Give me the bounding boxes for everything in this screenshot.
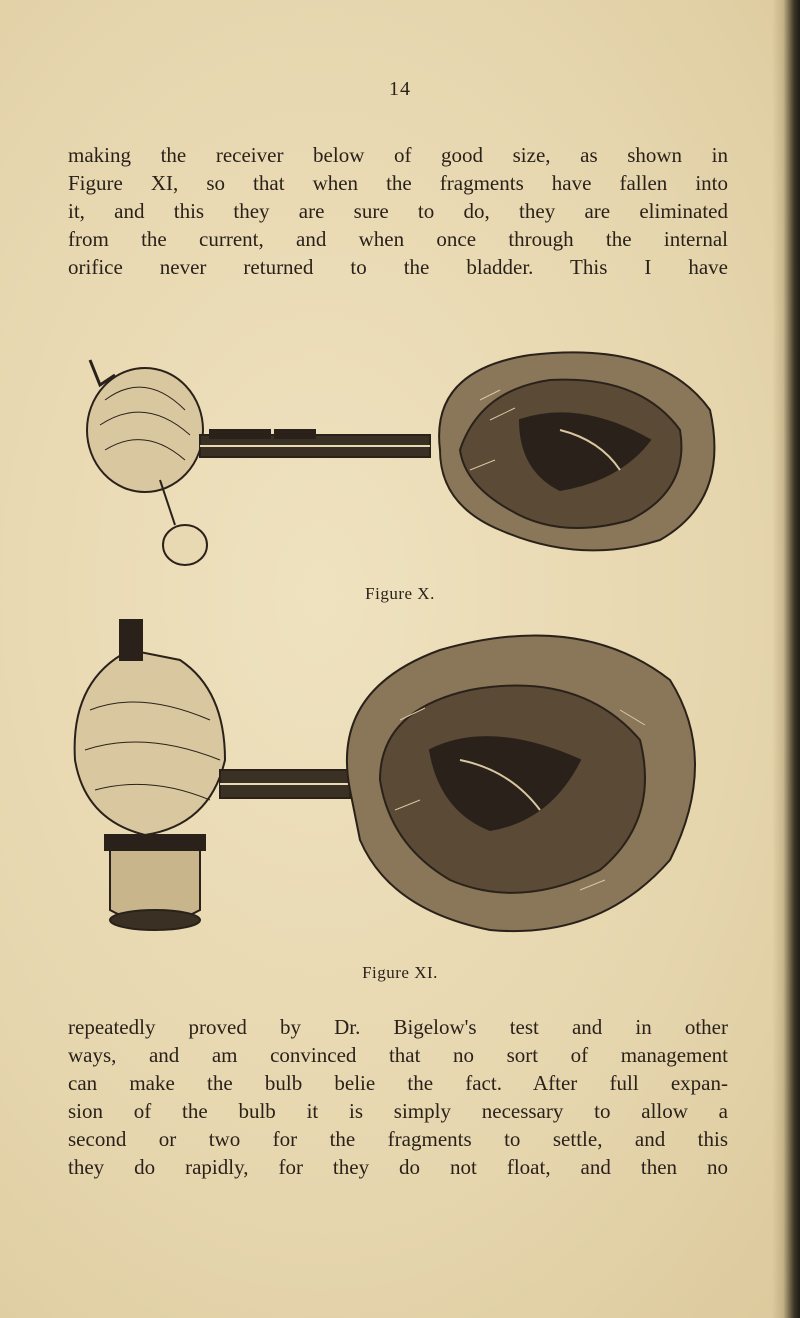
text-line: Figure XI, so that when the fragments have fallen into [68, 171, 728, 195]
page-edge-shadow [772, 0, 800, 1318]
text-line: it, and this they are sure to do, they are eliminated [68, 199, 728, 223]
receiver-shape [163, 525, 207, 565]
text-line: second or two for the fragments to settle, and this [68, 1127, 728, 1151]
text-line: sion of the bulb it is simply necessary to allow a [68, 1099, 728, 1123]
paragraph-top [68, 141, 728, 281]
text-line: they do rapidly, for they do not float, and then no [68, 1155, 728, 1179]
page-number: 14 [389, 78, 411, 100]
bulb-shape [87, 368, 203, 492]
text-line: from the current, and when once through the internal [68, 227, 728, 251]
figure-x-illustration [60, 330, 740, 570]
paragraph-bottom [68, 1013, 728, 1181]
text-line: ways, and am convinced that no sort of management [68, 1043, 728, 1067]
text-line: orifice never returned to the bladder. This I have [68, 255, 728, 279]
text-line: repeatedly proved by Dr. Bigelow's test and in other [68, 1015, 728, 1039]
figure-xi-caption: Figure XI. [362, 963, 438, 982]
figure-xi-illustration [60, 610, 740, 960]
figure-x-caption: Figure X. [365, 584, 435, 603]
text-line: can make the bulb belie the fact. After full expan- [68, 1071, 728, 1095]
text-line: making the receiver below of good size, as shown in [68, 143, 728, 167]
